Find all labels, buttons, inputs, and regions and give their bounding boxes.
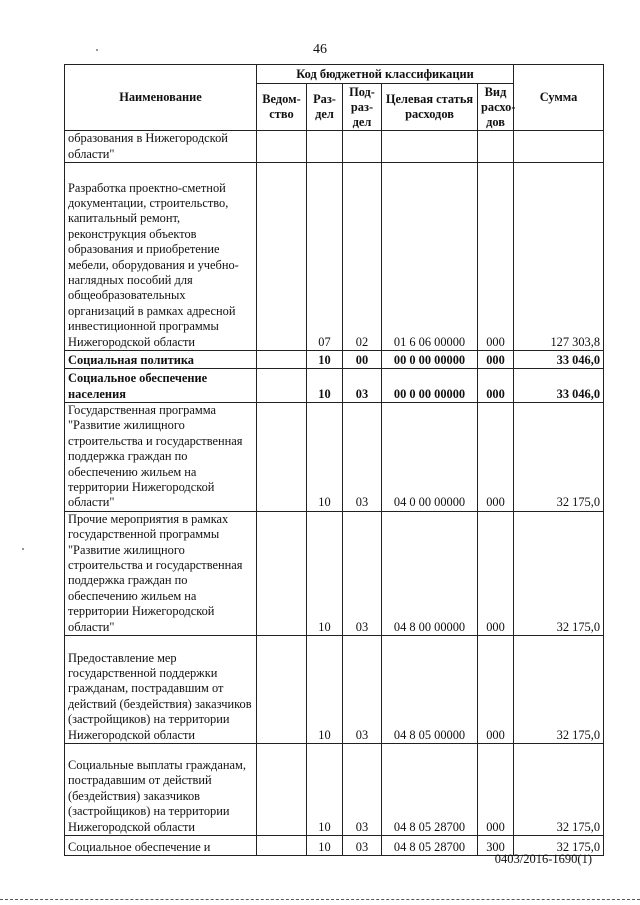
table-row [65,744,604,836]
margin-dot [22,548,24,550]
row-razdel: 10 [307,369,343,403]
row-sum: 32 175,0 [514,836,604,856]
row-expense-type: 000 [478,369,514,403]
row-vedomstvo [257,744,307,836]
row-target-article: 00 0 00 00000 [382,351,478,369]
header-razdel: Раз-дел [307,84,343,131]
row-name: Социальное обеспечение и [65,836,257,856]
header-sum: Сумма [514,65,604,131]
header-target-article: Целевая статья расходов [382,84,478,131]
row-sum: 127 303,8 [514,163,604,351]
row-razdel: 10 [307,403,343,512]
row-podrazdel: 03 [343,511,382,635]
row-razdel [307,131,343,163]
row-expense-type: 300 [478,836,514,856]
document-code: 0403/2016-1690(1) [494,852,592,866]
row-podrazdel: 03 [343,836,382,856]
table-row [65,163,604,351]
row-target-article [382,131,478,163]
row-podrazdel: 03 [343,744,382,836]
row-podrazdel: 03 [343,636,382,744]
row-razdel: 10 [307,744,343,836]
row-sum: 32 175,0 [514,744,604,836]
table-row [65,131,604,163]
row-vedomstvo [257,351,307,369]
row-podrazdel: 03 [343,403,382,512]
row-podrazdel: 02 [343,163,382,351]
row-sum: 33 046,0 [514,369,604,403]
header-vedomstvo: Ведом-ство [257,84,307,131]
row-target-article: 04 8 05 28700 [382,836,478,856]
row-sum: 32 175,0 [514,511,604,635]
row-target-article: 04 8 00 00000 [382,511,478,635]
row-razdel: 10 [307,351,343,369]
row-target-article: 00 0 00 00000 [382,369,478,403]
row-name: Социальное обеспечение населения [65,369,257,403]
row-sum: 32 175,0 [514,403,604,512]
row-expense-type: 000 [478,163,514,351]
row-target-article: 04 8 05 00000 [382,636,478,744]
table-row [65,351,604,369]
header-name: Наименование [65,65,257,131]
row-name: Социальная политика [65,351,257,369]
row-sum [514,131,604,163]
row-vedomstvo [257,636,307,744]
table-row [65,636,604,744]
row-razdel: 07 [307,163,343,351]
row-razdel: 10 [307,511,343,635]
row-vedomstvo [257,369,307,403]
row-name: Разработка проектно-сметной документации, строительство, капитальный ремонт, реконструкция объектов образования и приобретение мебели, оборудования и учебно-наглядных пособий для общеобразовательных организаций в рамках адресной инвестиционной программы Нижегородской области [65,163,257,351]
page-number: 46 [313,42,327,57]
header-expense-type: Вид расхо-дов [478,84,514,131]
row-name: Прочие мероприятия в рамках государственной программы "Развитие жилищного строительства и государственная поддержка граждан по обеспечению жильем на территории Нижегородской области" [65,511,257,635]
row-razdel: 10 [307,636,343,744]
row-expense-type: 000 [478,636,514,744]
row-expense-type: 000 [478,744,514,836]
row-sum: 33 046,0 [514,351,604,369]
row-razdel: 10 [307,836,343,856]
row-name: Предоставление мер государственной поддержки гражданам, пострадавшим от действий (бездействия) заказчиков (застройщиков) на территории Нижегородской области [65,636,257,744]
row-target-article: 04 8 05 28700 [382,744,478,836]
row-podrazdel: 03 [343,369,382,403]
margin-dot [96,49,98,51]
row-vedomstvo [257,131,307,163]
budget-table [64,64,604,856]
header-podrazdel: Под-раз-дел [343,84,382,131]
row-expense-type [478,131,514,163]
row-vedomstvo [257,163,307,351]
header-budget-classification: Код бюджетной классификации [257,65,514,84]
row-sum: 32 175,0 [514,636,604,744]
page-edge-divider [0,899,640,900]
row-name: Социальные выплаты гражданам, пострадавшим от действий (бездействия) заказчиков (застройщиков) на территории Нижегородской области [65,744,257,836]
row-target-article: 04 0 00 00000 [382,403,478,512]
row-podrazdel: 00 [343,351,382,369]
table-row [65,369,604,403]
row-name: Государственная программа "Развитие жилищного строительства и государственная поддержка граждан по обеспечению жильем на территории Нижегородской области" [65,403,257,512]
row-expense-type: 000 [478,403,514,512]
row-vedomstvo [257,511,307,635]
row-target-article: 01 6 06 00000 [382,163,478,351]
table-row [65,511,604,635]
row-name: образования в Нижегородской области" [65,131,257,163]
row-podrazdel [343,131,382,163]
row-expense-type: 000 [478,511,514,635]
row-vedomstvo [257,403,307,512]
table-row [65,403,604,512]
row-expense-type: 000 [478,351,514,369]
row-vedomstvo [257,836,307,856]
